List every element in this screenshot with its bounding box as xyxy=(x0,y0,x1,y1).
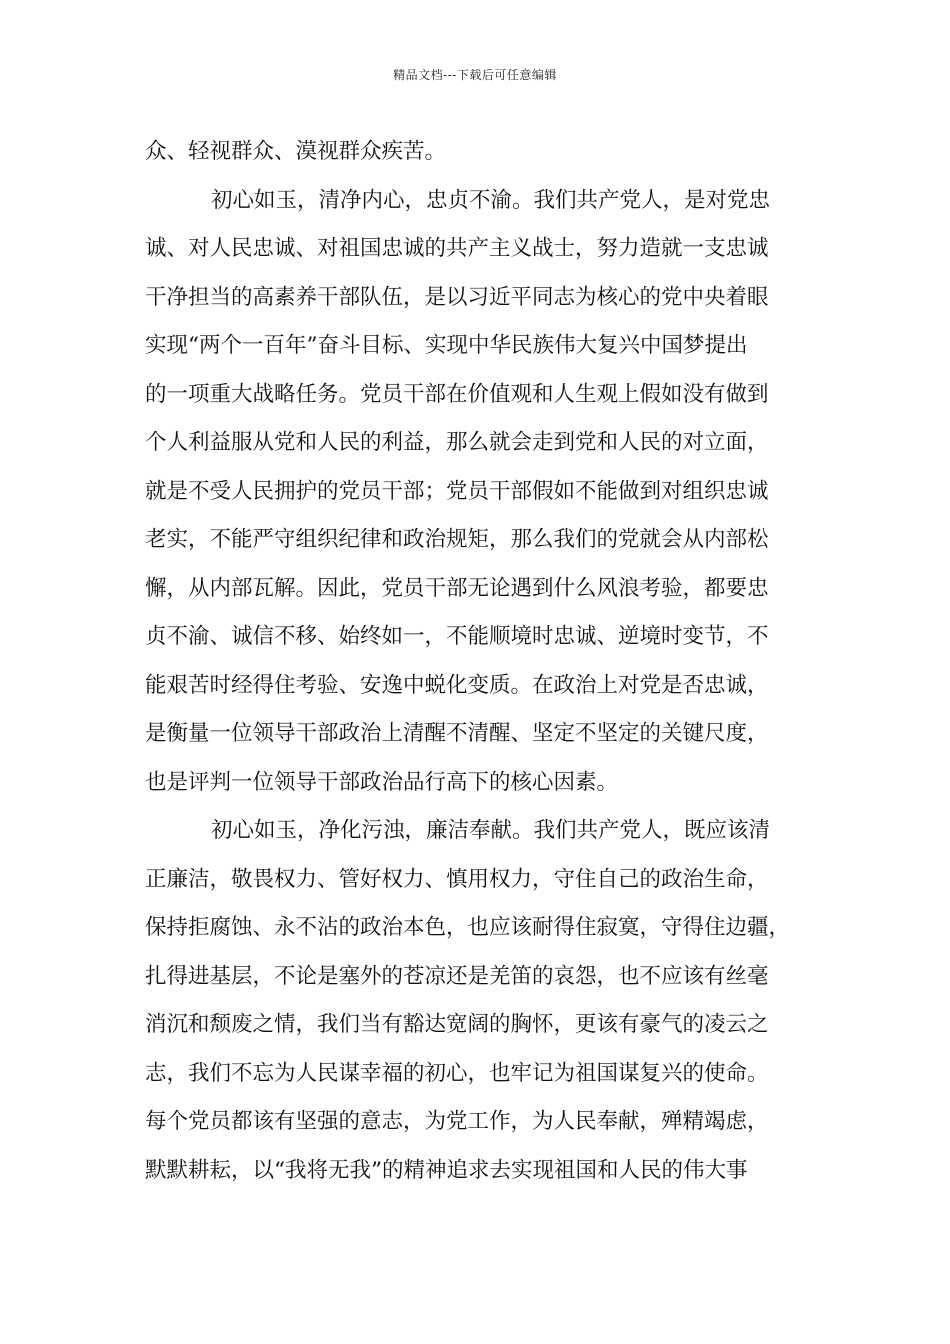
text-line: 就是不受人民拥护的党员干部；党员干部假如不能做到对组织忠诚 xyxy=(145,478,769,504)
text-line: 老实，不能严守组织纪律和政治规矩，那么我们的党就会从内部松 xyxy=(145,527,769,552)
text-line: 每个党员都该有坚强的意志，为党工作，为人民奉献，殚精竭虑， xyxy=(145,1109,769,1134)
text-line: 干净担当的高素养干部队伍，是以习近平同志为核心的党中央着眼 xyxy=(145,284,769,310)
text-line: 是衡量一位领导干部政治上清醒不清醒、坚定不坚定的关键尺度， xyxy=(145,721,769,746)
text-line: 诚、对人民忠诚、对祖国忠诚的共产主义战士，努力造就一支忠诚 xyxy=(145,236,769,261)
document-body xyxy=(145,128,825,1195)
text-line: 初心如玉，净化污浊，廉洁奉献。我们共产党人，既应该清 xyxy=(211,818,771,843)
text-line: 初心如玉，清净内心，忠贞不渝。我们共产党人，是对党忠 xyxy=(211,187,771,213)
text-line: 众、轻视群众、漠视群众疾苦。 xyxy=(145,139,447,164)
page-header: 精品文档---下载后可任意编辑 xyxy=(393,68,557,82)
text-line: 消沉和颓废之情，我们当有豁达宽阔的胸怀，更该有豪气的凌云之 xyxy=(145,1012,769,1037)
text-line: 贞不渝、诚信不移、始终如一，不能顺境时忠诚、逆境时变节，不 xyxy=(145,624,769,649)
text-line: 的一项重大战略任务。党员干部在价值观和人生观上假如没有做到 xyxy=(145,381,769,407)
text-line: 保持拒腐蚀、永不沾的政治本色，也应该耐得住寂寞，守得住边疆， xyxy=(145,915,791,940)
text-line: 也是评判一位领导干部政治品行高下的核心因素。 xyxy=(145,769,619,795)
text-line: 个人利益服从党和人民的利益，那么就会走到党和人民的对立面， xyxy=(145,430,769,455)
text-line: 扎得进基层，不论是塞外的苍凉还是羌笛的哀怨，也不应该有丝毫 xyxy=(145,963,769,989)
text-line: 实现“两个一百年”奋斗目标、实现中华民族伟大复兴中国梦提出 xyxy=(145,333,748,358)
text-line: 懈，从内部瓦解。因此，党员干部无论遇到什么风浪考验，都要忠 xyxy=(145,575,769,601)
text-line: 默默耕耘，以“我将无我”的精神追求去实现祖国和人民的伟大事 xyxy=(145,1157,748,1183)
text-line: 能艰苦时经得住考验、安逸中蜕化变质。在政治上对党是否忠诚， xyxy=(145,672,769,698)
text-line: 志，我们不忘为人民谋幸福的初心，也牢记为祖国谋复兴的使命。 xyxy=(145,1060,769,1086)
text-line: 正廉洁，敬畏权力、管好权力、慎用权力，守住自己的政治生命， xyxy=(145,866,769,892)
